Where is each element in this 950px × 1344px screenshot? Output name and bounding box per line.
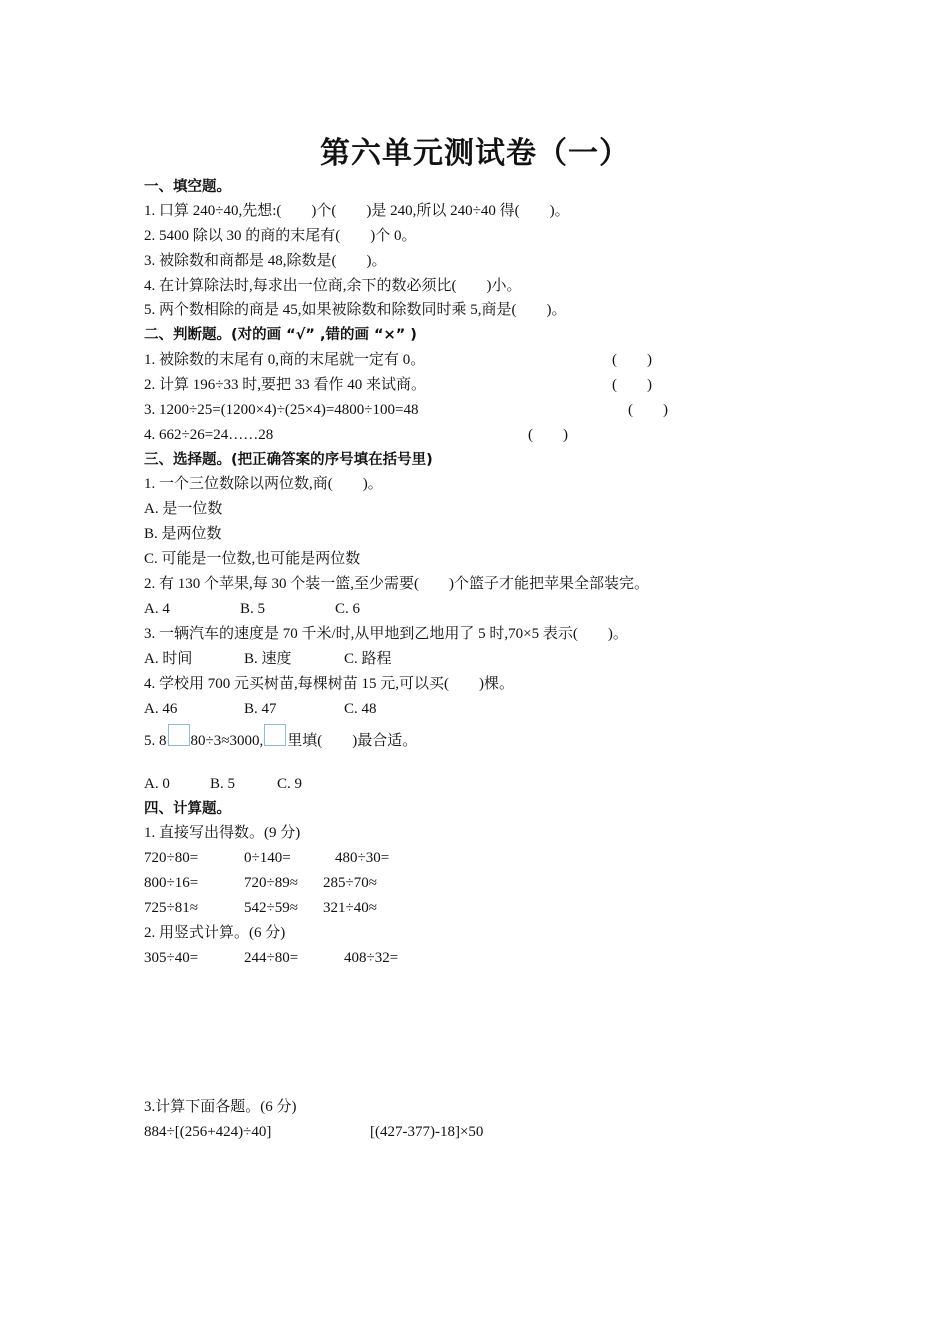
- q5-suffix: 里填( )最合适。: [287, 733, 418, 749]
- calc-expression: 720÷80=: [144, 850, 199, 866]
- choice-option: A. 是一位数: [144, 501, 223, 517]
- section3-heading: 三、选择题。(把正确答案的序号填在括号里): [144, 452, 433, 468]
- choice-option: A. 46: [144, 701, 178, 717]
- q5-blank-box-wrap: [167, 724, 191, 746]
- choice-option: B. 速度: [244, 651, 292, 667]
- calc-expression: 321÷40≈: [323, 900, 377, 916]
- calc-question: 2. 用竖式计算。(6 分): [144, 925, 286, 941]
- judge-item: 1. 被除数的末尾有 0,商的末尾就一定有 0。: [144, 352, 426, 368]
- calc-expression: 725÷81≈: [144, 900, 198, 916]
- choice-question: 3. 一辆汽车的速度是 70 千米/时,从甲地到乙地用了 5 时,70×5 表示( )。: [144, 626, 628, 642]
- fill-blank-item: 1. 口算 240÷40,先想:( )个( )是 240,所以 240÷40 得( )。: [144, 203, 570, 219]
- choice-option: A. 时间: [144, 651, 193, 667]
- section2-heading: 二、判断题。(对的画 “√” ,错的画 “×” ): [144, 327, 417, 343]
- blank-box[interactable]: [168, 724, 190, 746]
- choice-question: 2. 有 130 个苹果,每 30 个装一篮,至少需要( )个篮子才能把苹果全部装完。: [144, 576, 649, 592]
- judge-item: 3. 1200÷25=(1200×4)÷(25×4)=4800÷100=48: [144, 402, 419, 418]
- choice-question-q5: [144, 730, 417, 752]
- judge-item: 4. 662÷26=24……28: [144, 427, 274, 443]
- choice-option: C. 9: [277, 776, 303, 792]
- calc-expression: 305÷40=: [144, 950, 199, 966]
- calc-expression: 542÷59≈: [244, 900, 298, 916]
- calc-expression: 408÷32=: [344, 950, 399, 966]
- fill-blank-item: 5. 两个数相除的商是 45,如果被除数和除数同时乘 5,商是( )。: [144, 302, 567, 318]
- blank-box[interactable]: [264, 724, 286, 746]
- choice-question: 1. 一个三位数除以两位数,商( )。: [144, 476, 383, 492]
- calc-expression: [(427-377)-18]×50: [370, 1124, 484, 1140]
- judge-item: 2. 计算 196÷33 时,要把 33 看作 40 来试商。: [144, 377, 426, 393]
- calc-expression: 244÷80=: [244, 950, 299, 966]
- calc-expression: 0÷140=: [244, 850, 291, 866]
- choice-question: 4. 学校用 700 元买树苗,每棵树苗 15 元,可以买( )棵。: [144, 676, 514, 692]
- choice-option: C. 48: [344, 701, 377, 717]
- choice-option: B. 5: [240, 601, 266, 617]
- q5-prefix: 5. 8: [144, 733, 167, 749]
- calc-question: 1. 直接写出得数。(9 分): [144, 825, 301, 841]
- choice-option: A. 0: [144, 776, 170, 792]
- section4-heading: 四、计算题。: [144, 801, 231, 817]
- choice-option: C. 可能是一位数,也可能是两位数: [144, 551, 361, 567]
- fill-blank-item: 3. 被除数和商都是 48,除数是( )。: [144, 253, 387, 269]
- section1-heading: 一、填空题。: [144, 179, 231, 195]
- choice-option: C. 路程: [344, 651, 392, 667]
- fill-blank-item: 2. 5400 除以 30 的商的末尾有( )个 0。: [144, 228, 417, 244]
- q5-middle: 80÷3≈3000,: [190, 733, 264, 749]
- choice-option: B. 是两位数: [144, 526, 222, 542]
- judge-answer-paren: ( ): [612, 352, 652, 368]
- calc-expression: 884÷[(256+424)÷40]: [144, 1124, 272, 1140]
- calc-expression: 800÷16=: [144, 875, 199, 891]
- page-title: 第六单元测试卷（一）: [320, 136, 630, 171]
- calc-expression: 285÷70≈: [323, 875, 377, 891]
- judge-answer-paren: ( ): [612, 377, 652, 393]
- choice-option: A. 4: [144, 601, 170, 617]
- fill-blank-item: 4. 在计算除法时,每求出一位商,余下的数必须比( )小。: [144, 278, 522, 294]
- calc-expression: 480÷30=: [335, 850, 390, 866]
- choice-option: B. 47: [244, 701, 277, 717]
- choice-option: C. 6: [335, 601, 361, 617]
- judge-answer-paren: ( ): [528, 427, 568, 443]
- calc-question: 3.计算下面各题。(6 分): [144, 1099, 297, 1115]
- judge-answer-paren: ( ): [628, 402, 668, 418]
- choice-option: B. 5: [210, 776, 236, 792]
- q5-blank-box-wrap: [263, 724, 287, 746]
- calc-expression: 720÷89≈: [244, 875, 298, 891]
